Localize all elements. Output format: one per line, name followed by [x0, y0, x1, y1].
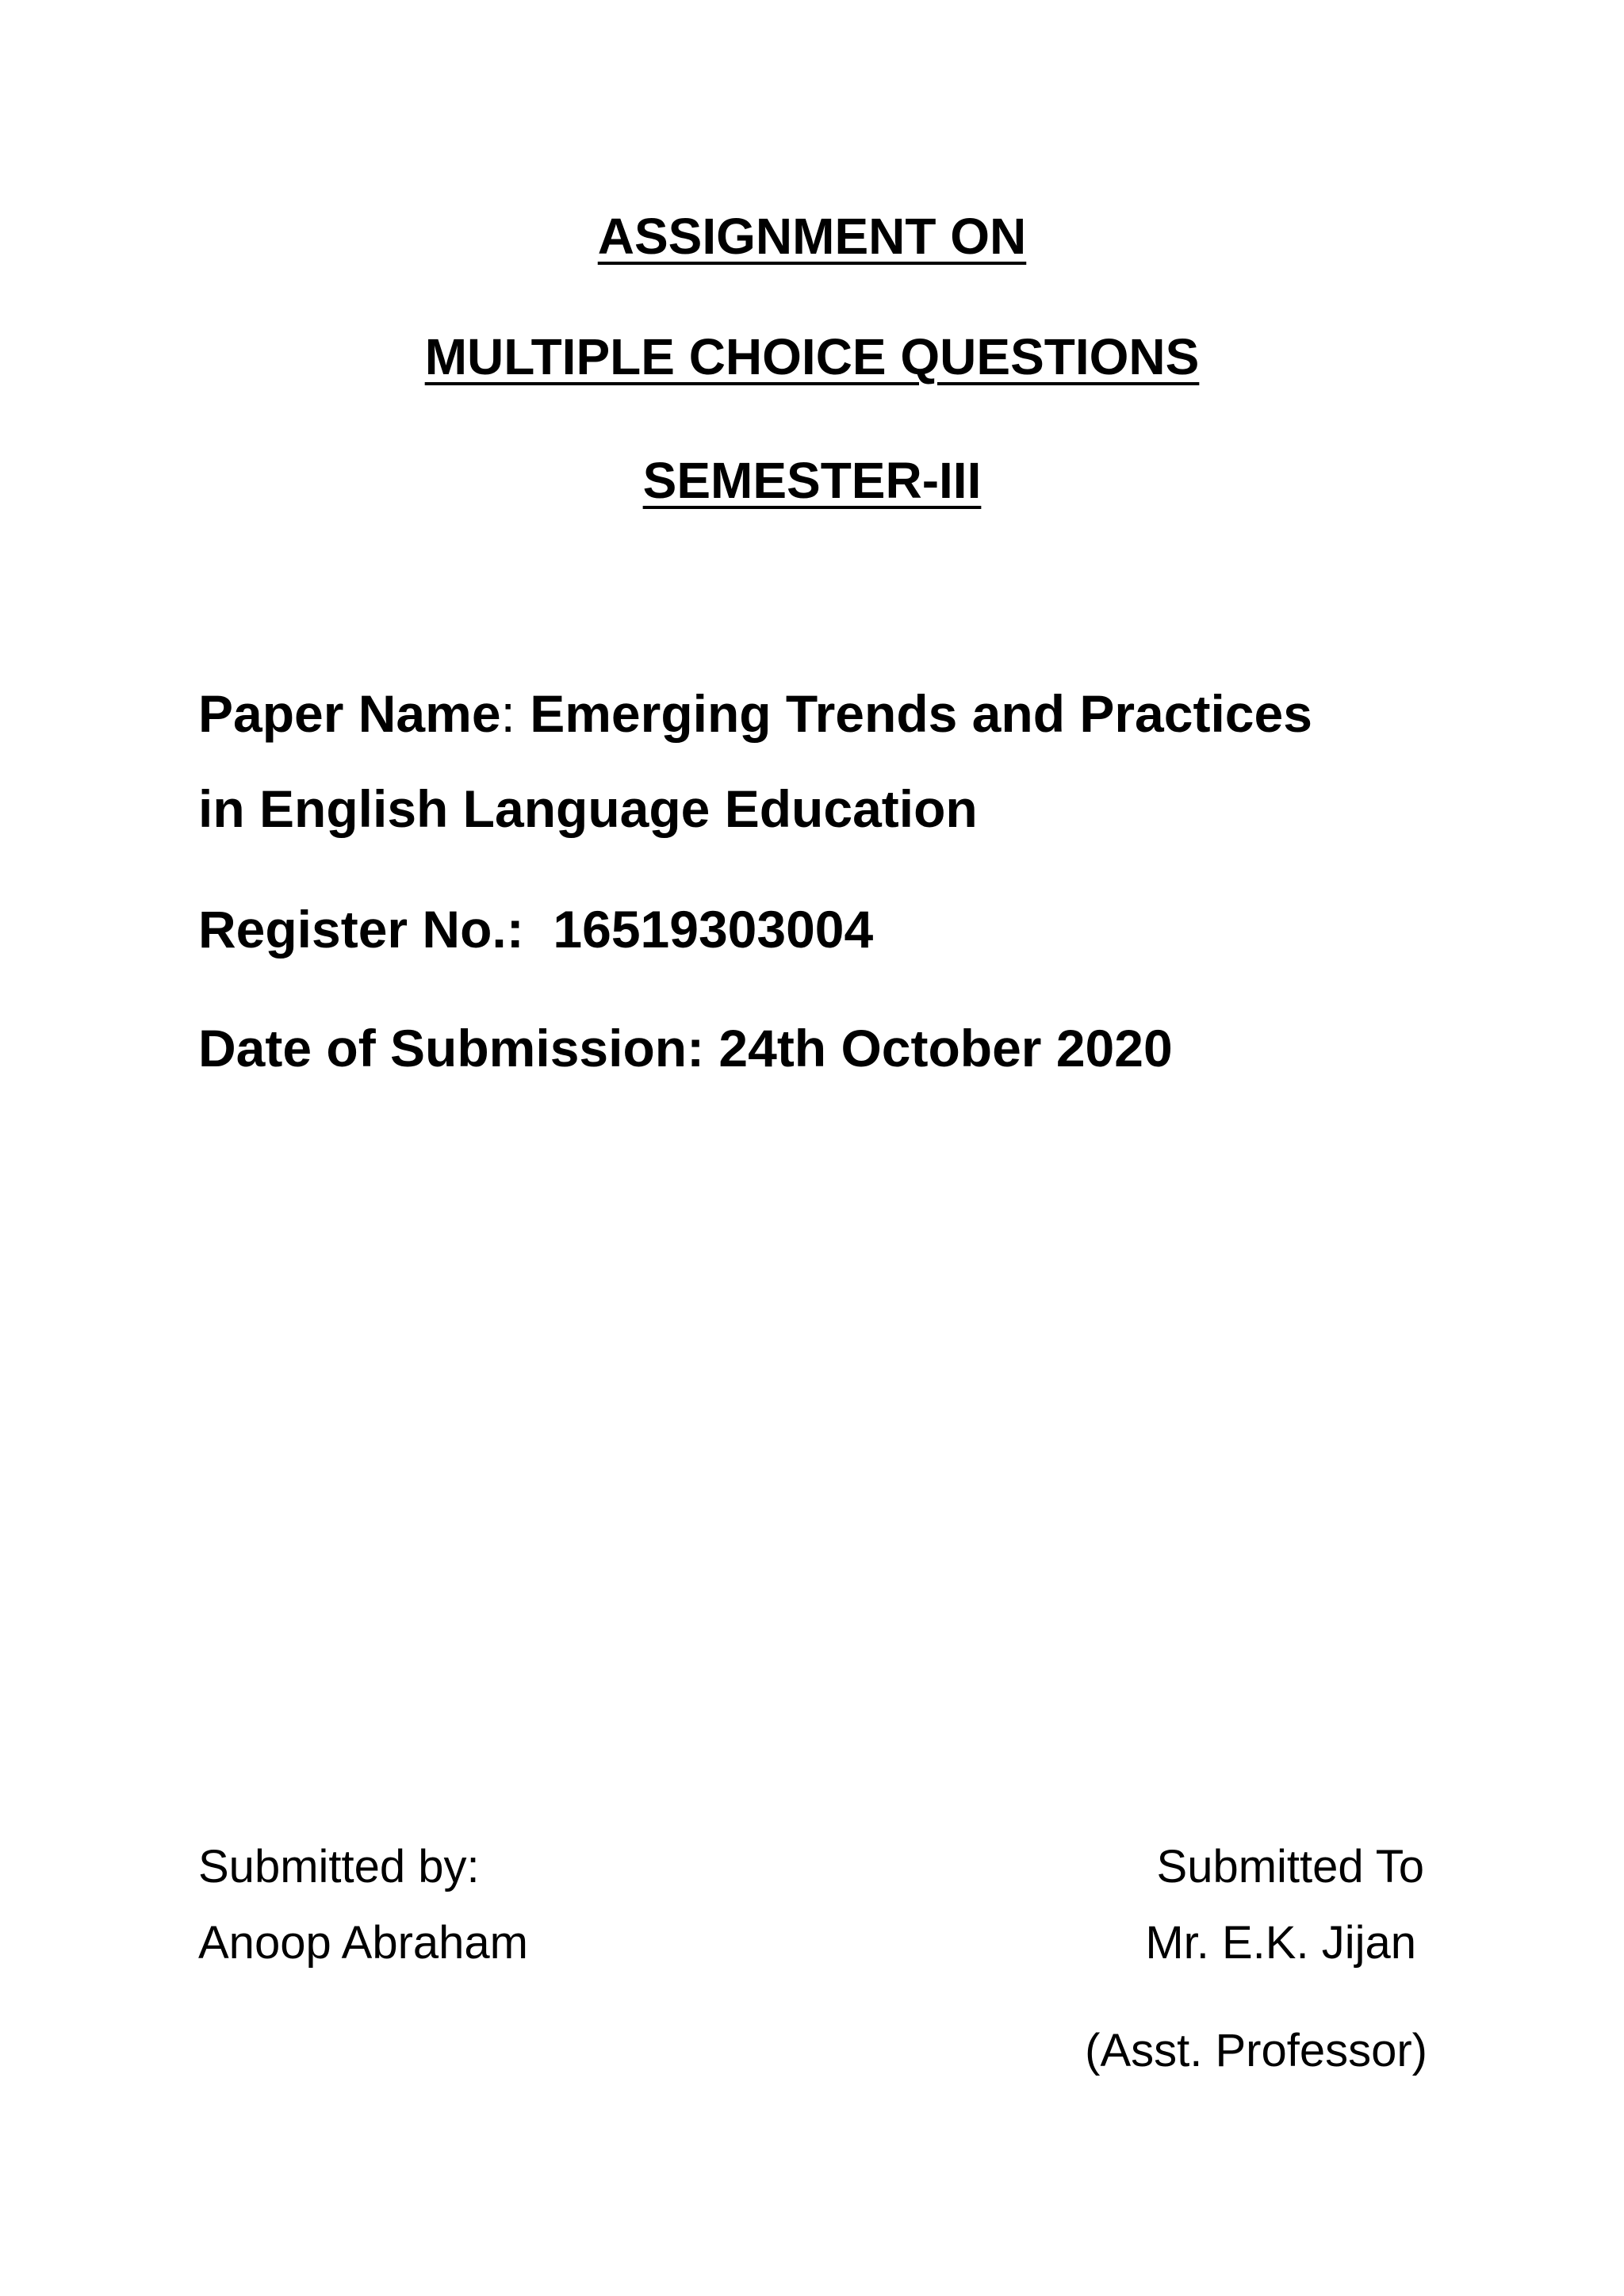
submitter-name: Anoop Abraham [198, 1917, 528, 1969]
paper-name-value-line-2: in English Language Education [198, 779, 978, 838]
register-number-value: 16519303004 [553, 900, 874, 959]
register-number-row [198, 897, 873, 961]
title-line-3: SEMESTER-III [642, 452, 982, 509]
paper-name-row [198, 682, 1312, 745]
paper-name-row-continued [198, 777, 978, 840]
submission-date-label: Date of Submission: [198, 1019, 705, 1077]
submission-date-row [198, 1016, 1173, 1080]
title-assignment-on [0, 205, 1624, 268]
recipient-name: Mr. E.K. Jijan [1145, 1917, 1416, 1969]
paper-name-label: Paper Name [198, 684, 501, 743]
submitted-to-label: Submitted To [1156, 1841, 1424, 1892]
title-mcq [0, 325, 1624, 388]
register-number-label: Register No.: [198, 900, 524, 959]
recipient-title: (Asst. Professor) [1085, 2025, 1427, 2076]
title-line-1: ASSIGNMENT ON [597, 208, 1027, 265]
submitted-by-label: Submitted by: [198, 1841, 480, 1892]
paper-name-separator: : [500, 684, 530, 743]
submission-date-value: 24th October 2020 [718, 1019, 1173, 1077]
title-semester [0, 449, 1624, 512]
title-line-2: MULTIPLE CHOICE QUESTIONS [424, 328, 1200, 385]
paper-name-value-line-1: Emerging Trends and Practices [530, 684, 1312, 743]
